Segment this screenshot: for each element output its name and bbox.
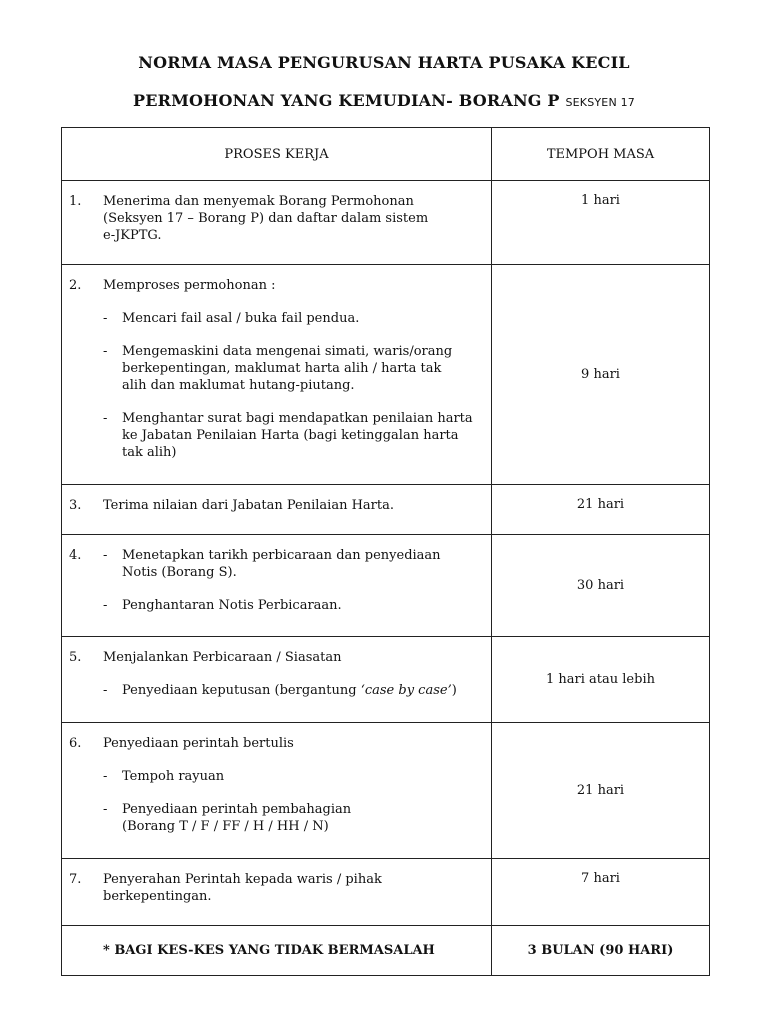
header-proses-kerja: PROSES KERJA — [62, 128, 492, 181]
row-number: 4. — [69, 548, 82, 563]
process-main-text: Memproses permohonan : — [103, 278, 276, 293]
list-item-text: Penghantaran Notis Perbicaraan. — [122, 598, 342, 613]
list-item-text: ke Jabatan Penilaian Harta (bagi ketinggalan harta — [122, 428, 459, 443]
list-item-text: Penyediaan keputusan (bergantung ‘case by case’) — [122, 683, 457, 698]
process-main-text: Penyediaan perintah bertulis — [103, 736, 294, 751]
list-item: - Menghantar surat bagi mendapatkan penilaian harta ke Jabatan Penilaian Harta (bagi ketinggalan harta tak alih) — [103, 410, 481, 461]
list-item-text: (Borang T / F / FF / H / HH / N) — [122, 819, 329, 834]
list-item: - Penyediaan perintah pembahagian (Borang T / F / FF / H / HH / N) — [103, 801, 481, 835]
row-number: 2. — [69, 278, 82, 293]
process-cell — [62, 637, 492, 723]
row-number: 3. — [69, 498, 82, 513]
duration-cell: 9 hari — [492, 265, 710, 485]
subtitle-main: PERMOHONAN YANG KEMUDIAN- BORANG P — [133, 91, 560, 110]
list-item-text: tak alih) — [122, 445, 177, 460]
process-text: berkepentingan. — [103, 889, 212, 904]
process-cell — [62, 485, 492, 535]
table-row — [62, 485, 710, 535]
list-item-text: Penyediaan perintah pembahagian — [122, 802, 352, 817]
duration-cell: 1 hari atau lebih — [492, 637, 710, 723]
list-item: - Mengemaskini data mengenai simati, waris/orang berkepentingan, maklumat harta alih / harta tak alih dan maklumat hutang-piutang. — [103, 343, 481, 394]
process-cell — [62, 181, 492, 265]
row-number: 1. — [69, 194, 82, 209]
list-item-text: Menghantar surat bagi mendapatkan penilaian harta — [122, 411, 473, 426]
list-item: - Mencari fail asal / buka fail pendua. — [103, 310, 481, 327]
process-main-text: Menjalankan Perbicaraan / Siasatan — [103, 650, 342, 665]
header-tempoh-masa: TEMPOH MASA — [492, 128, 710, 181]
table-row — [62, 723, 710, 859]
list-item: - Menetapkan tarikh perbicaraan dan penyediaan Notis (Borang S). — [103, 547, 481, 581]
list-item-text: Mencari fail asal / buka fail pendua. — [122, 311, 360, 326]
table-row — [62, 859, 710, 926]
row-number: 7. — [69, 872, 82, 887]
subtitle-section: SEKSYEN 17 — [565, 96, 635, 109]
duration-cell: 7 hari — [492, 859, 710, 926]
process-cell — [62, 265, 492, 485]
list-item: - Tempoh rayuan — [103, 768, 481, 785]
footer-duration: 3 BULAN (90 HARI) — [492, 926, 710, 976]
list-item-text: Notis (Borang S). — [122, 565, 237, 580]
table-row — [62, 181, 710, 265]
row-number: 6. — [69, 736, 82, 751]
table-footer-row — [62, 926, 710, 976]
duration-cell: 21 hari — [492, 723, 710, 859]
italic-text: ‘case by case’ — [360, 683, 452, 698]
document-subtitle — [0, 91, 768, 110]
list-item: - Penghantaran Notis Perbicaraan. — [103, 597, 481, 614]
list-item: - Penyediaan keputusan (bergantung ‘case by case’) — [103, 682, 481, 699]
process-text: Terima nilaian dari Jabatan Penilaian Harta. — [103, 498, 394, 513]
table-row — [62, 535, 710, 637]
row-number: 5. — [69, 650, 82, 665]
list-item-text: Tempoh rayuan — [122, 769, 225, 784]
process-table — [61, 127, 710, 976]
process-cell — [62, 723, 492, 859]
duration-cell: 21 hari — [492, 485, 710, 535]
process-cell — [62, 535, 492, 637]
process-text: Menerima dan menyemak Borang Permohonan — [103, 194, 414, 209]
duration-cell: 30 hari — [492, 535, 710, 637]
list-item-text: alih dan maklumat hutang-piutang. — [122, 378, 355, 393]
duration-cell: 1 hari — [492, 181, 710, 265]
process-text: (Seksyen 17 – Borang P) dan daftar dalam sistem — [103, 211, 429, 226]
table-header-row — [62, 128, 710, 181]
process-text: e-JKPTG. — [103, 228, 162, 243]
table-row — [62, 265, 710, 485]
process-text: Penyerahan Perintah kepada waris / pihak — [103, 872, 382, 887]
list-item-text: Mengemaskini data mengenai simati, waris/orang — [122, 344, 453, 359]
list-item-text: berkepentingan, maklumat harta alih / harta tak — [122, 361, 442, 376]
table-row — [62, 637, 710, 723]
document-title: NORMA MASA PENGURUSAN HARTA PUSAKA KECIL — [138, 53, 630, 72]
footer-label: * BAGI KES-KES YANG TIDAK BERMASALAH — [62, 926, 492, 976]
list-item-text: Menetapkan tarikh perbicaraan dan penyediaan — [122, 548, 441, 563]
process-cell — [62, 859, 492, 926]
